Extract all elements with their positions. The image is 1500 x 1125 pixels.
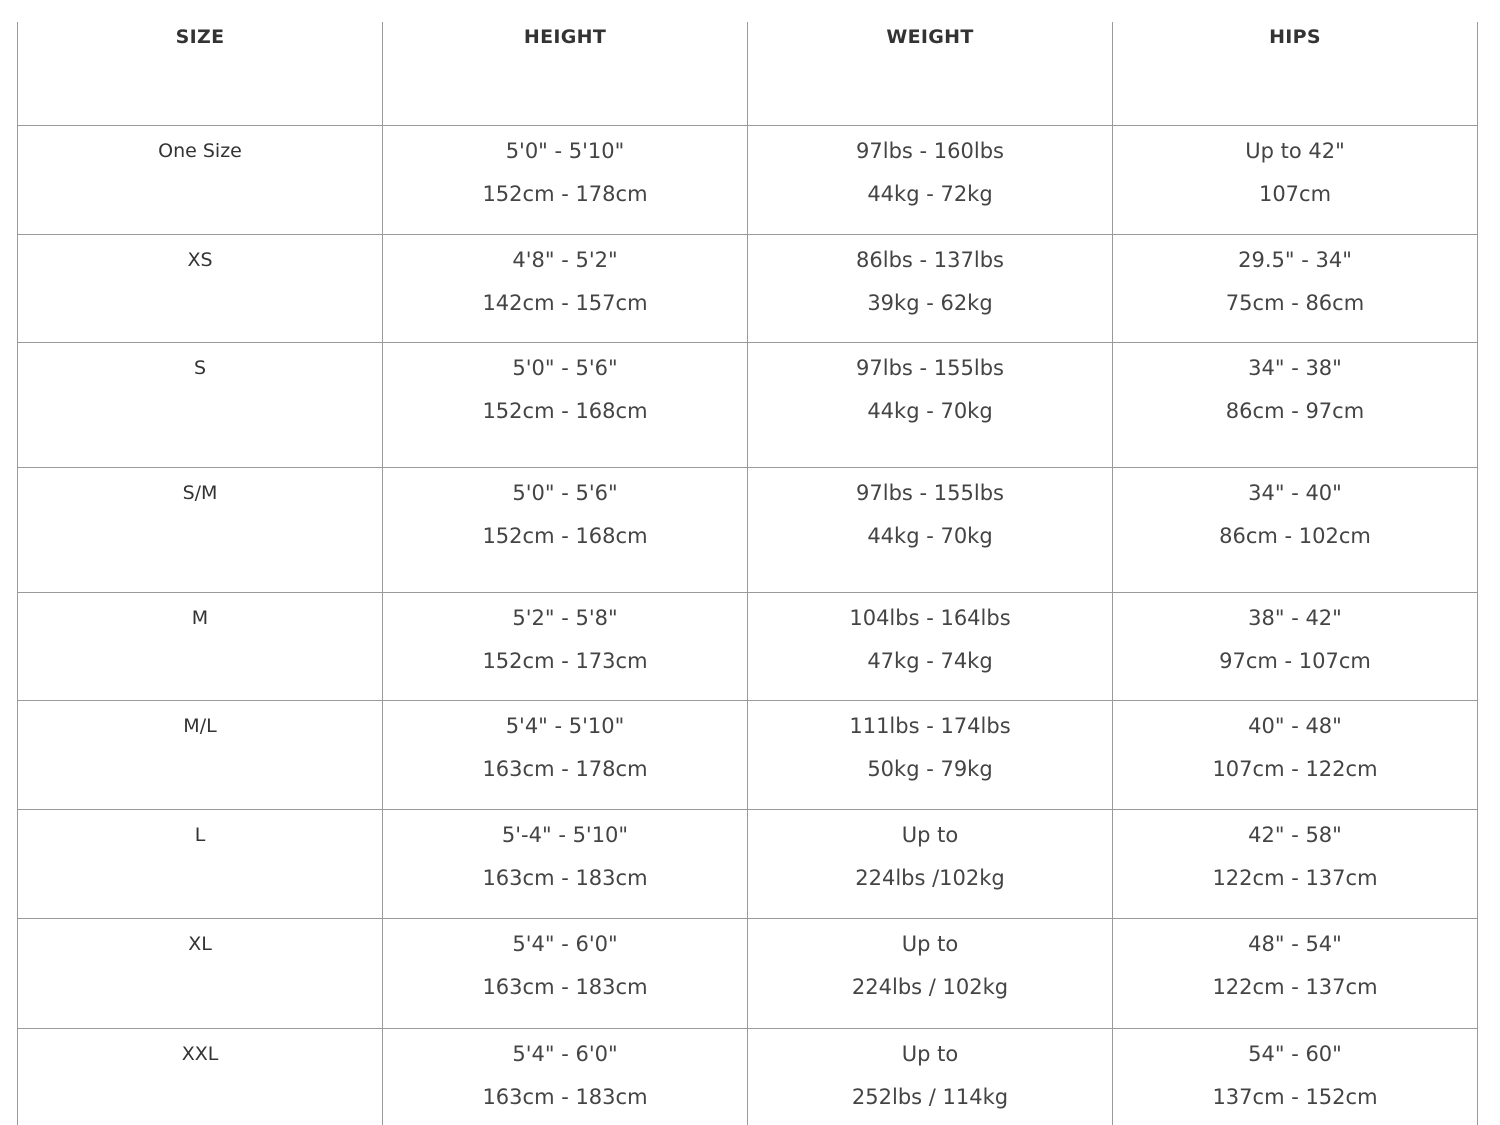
height-metric: 142cm - 157cm xyxy=(482,291,648,315)
hips-cell xyxy=(1113,701,1478,810)
height-metric: 163cm - 178cm xyxy=(482,757,648,781)
size-label: L xyxy=(194,824,206,846)
height-cell xyxy=(383,701,748,810)
size-label: M xyxy=(191,607,209,629)
hips-metric: 122cm - 137cm xyxy=(1212,975,1378,999)
weight-cell xyxy=(748,343,1113,468)
table-row xyxy=(18,593,1478,701)
height-imperial: 5'4" - 5'10" xyxy=(505,714,625,738)
table-row xyxy=(18,235,1478,343)
header-height: HEIGHT xyxy=(383,22,748,126)
size-cell xyxy=(18,810,383,919)
height-metric: 152cm - 168cm xyxy=(482,399,648,423)
hips-metric: 137cm - 152cm xyxy=(1212,1085,1378,1109)
hips-cell xyxy=(1113,343,1478,468)
hips-cell xyxy=(1113,919,1478,1029)
hips-imperial: 48" - 54" xyxy=(1248,932,1342,956)
hips-cell xyxy=(1113,126,1478,235)
hips-metric: 97cm - 107cm xyxy=(1219,649,1371,673)
weight-cell xyxy=(748,1029,1113,1125)
height-imperial: 5'2" - 5'8" xyxy=(512,606,618,630)
height-metric: 163cm - 183cm xyxy=(482,1085,648,1109)
hips-imperial: 29.5" - 34" xyxy=(1238,248,1352,272)
weight-imperial: 111lbs - 174lbs xyxy=(849,714,1011,738)
height-cell xyxy=(383,468,748,593)
hips-imperial: 40" - 48" xyxy=(1248,714,1342,738)
hips-imperial: Up to 42" xyxy=(1245,139,1345,163)
height-imperial: 5'0" - 5'6" xyxy=(512,481,618,505)
weight-imperial: Up to xyxy=(901,823,959,847)
height-metric: 152cm - 178cm xyxy=(482,182,648,206)
weight-metric: 50kg - 79kg xyxy=(867,757,993,781)
hips-imperial: 38" - 42" xyxy=(1248,606,1342,630)
height-cell xyxy=(383,126,748,235)
height-imperial: 5'0" - 5'10" xyxy=(505,139,625,163)
height-cell xyxy=(383,1029,748,1125)
height-metric: 152cm - 168cm xyxy=(482,524,648,548)
height-imperial: 5'0" - 5'6" xyxy=(512,356,618,380)
weight-metric: 44kg - 70kg xyxy=(867,524,993,548)
table-row xyxy=(18,126,1478,235)
hips-metric: 86cm - 97cm xyxy=(1225,399,1365,423)
hips-metric: 107cm - 122cm xyxy=(1212,757,1378,781)
height-cell xyxy=(383,593,748,701)
size-cell xyxy=(18,468,383,593)
size-cell xyxy=(18,919,383,1029)
weight-imperial: 97lbs - 155lbs xyxy=(856,481,1004,505)
height-imperial: 4'8" - 5'2" xyxy=(512,248,618,272)
size-cell xyxy=(18,343,383,468)
hips-imperial: 34" - 40" xyxy=(1248,481,1342,505)
weight-cell xyxy=(748,235,1113,343)
size-label: One Size xyxy=(158,140,242,162)
hips-metric: 107cm xyxy=(1258,182,1332,206)
header-row xyxy=(18,22,1478,126)
header-size: SIZE xyxy=(18,22,383,126)
table-row xyxy=(18,810,1478,919)
size-label: XS xyxy=(187,249,213,271)
hips-imperial: 54" - 60" xyxy=(1248,1042,1342,1066)
weight-metric: 39kg - 62kg xyxy=(867,291,993,315)
weight-metric: 252lbs / 114kg xyxy=(851,1085,1009,1109)
hips-imperial: 42" - 58" xyxy=(1248,823,1342,847)
height-metric: 163cm - 183cm xyxy=(482,975,648,999)
hips-metric: 86cm - 102cm xyxy=(1219,524,1371,548)
weight-cell xyxy=(748,593,1113,701)
weight-imperial: Up to xyxy=(901,1042,959,1066)
height-imperial: 5'4" - 6'0" xyxy=(512,1042,618,1066)
hips-metric: 75cm - 86cm xyxy=(1225,291,1365,315)
hips-metric: 122cm - 137cm xyxy=(1212,866,1378,890)
size-cell xyxy=(18,701,383,810)
size-cell xyxy=(18,235,383,343)
size-label: XL xyxy=(188,933,212,955)
hips-cell xyxy=(1113,468,1478,593)
height-cell xyxy=(383,343,748,468)
table-row xyxy=(18,343,1478,468)
size-cell xyxy=(18,1029,383,1125)
height-imperial: 5'4" - 6'0" xyxy=(512,932,618,956)
height-imperial: 5'-4" - 5'10" xyxy=(501,823,629,847)
size-label: XXL xyxy=(181,1043,219,1065)
height-cell xyxy=(383,919,748,1029)
height-cell xyxy=(383,235,748,343)
size-label: S xyxy=(193,357,207,379)
hips-imperial: 34" - 38" xyxy=(1248,356,1342,380)
table-row xyxy=(18,468,1478,593)
size-label: S/M xyxy=(182,482,218,504)
height-cell xyxy=(383,810,748,919)
header-weight: WEIGHT xyxy=(748,22,1113,126)
hips-cell xyxy=(1113,1029,1478,1125)
height-metric: 152cm - 173cm xyxy=(482,649,648,673)
weight-metric: 224lbs / 102kg xyxy=(851,975,1009,999)
size-cell xyxy=(18,126,383,235)
weight-cell xyxy=(748,701,1113,810)
weight-cell xyxy=(748,126,1113,235)
weight-metric: 44kg - 70kg xyxy=(867,399,993,423)
table-row xyxy=(18,919,1478,1029)
weight-imperial: Up to xyxy=(901,932,959,956)
weight-imperial: 86lbs - 137lbs xyxy=(856,248,1004,272)
weight-metric: 47kg - 74kg xyxy=(867,649,993,673)
size-chart-table xyxy=(17,22,1478,1125)
header-hips: HIPS xyxy=(1113,22,1478,126)
table-row xyxy=(18,1029,1478,1125)
weight-cell xyxy=(748,810,1113,919)
hips-cell xyxy=(1113,593,1478,701)
size-cell xyxy=(18,593,383,701)
hips-cell xyxy=(1113,235,1478,343)
weight-cell xyxy=(748,919,1113,1029)
weight-metric: 44kg - 72kg xyxy=(867,182,993,206)
height-metric: 163cm - 183cm xyxy=(482,866,648,890)
weight-imperial: 97lbs - 155lbs xyxy=(856,356,1004,380)
weight-imperial: 97lbs - 160lbs xyxy=(856,139,1004,163)
table-row xyxy=(18,701,1478,810)
weight-cell xyxy=(748,468,1113,593)
weight-metric: 224lbs /102kg xyxy=(855,866,1005,890)
size-label: M/L xyxy=(183,715,217,737)
hips-cell xyxy=(1113,810,1478,919)
weight-imperial: 104lbs - 164lbs xyxy=(849,606,1011,630)
